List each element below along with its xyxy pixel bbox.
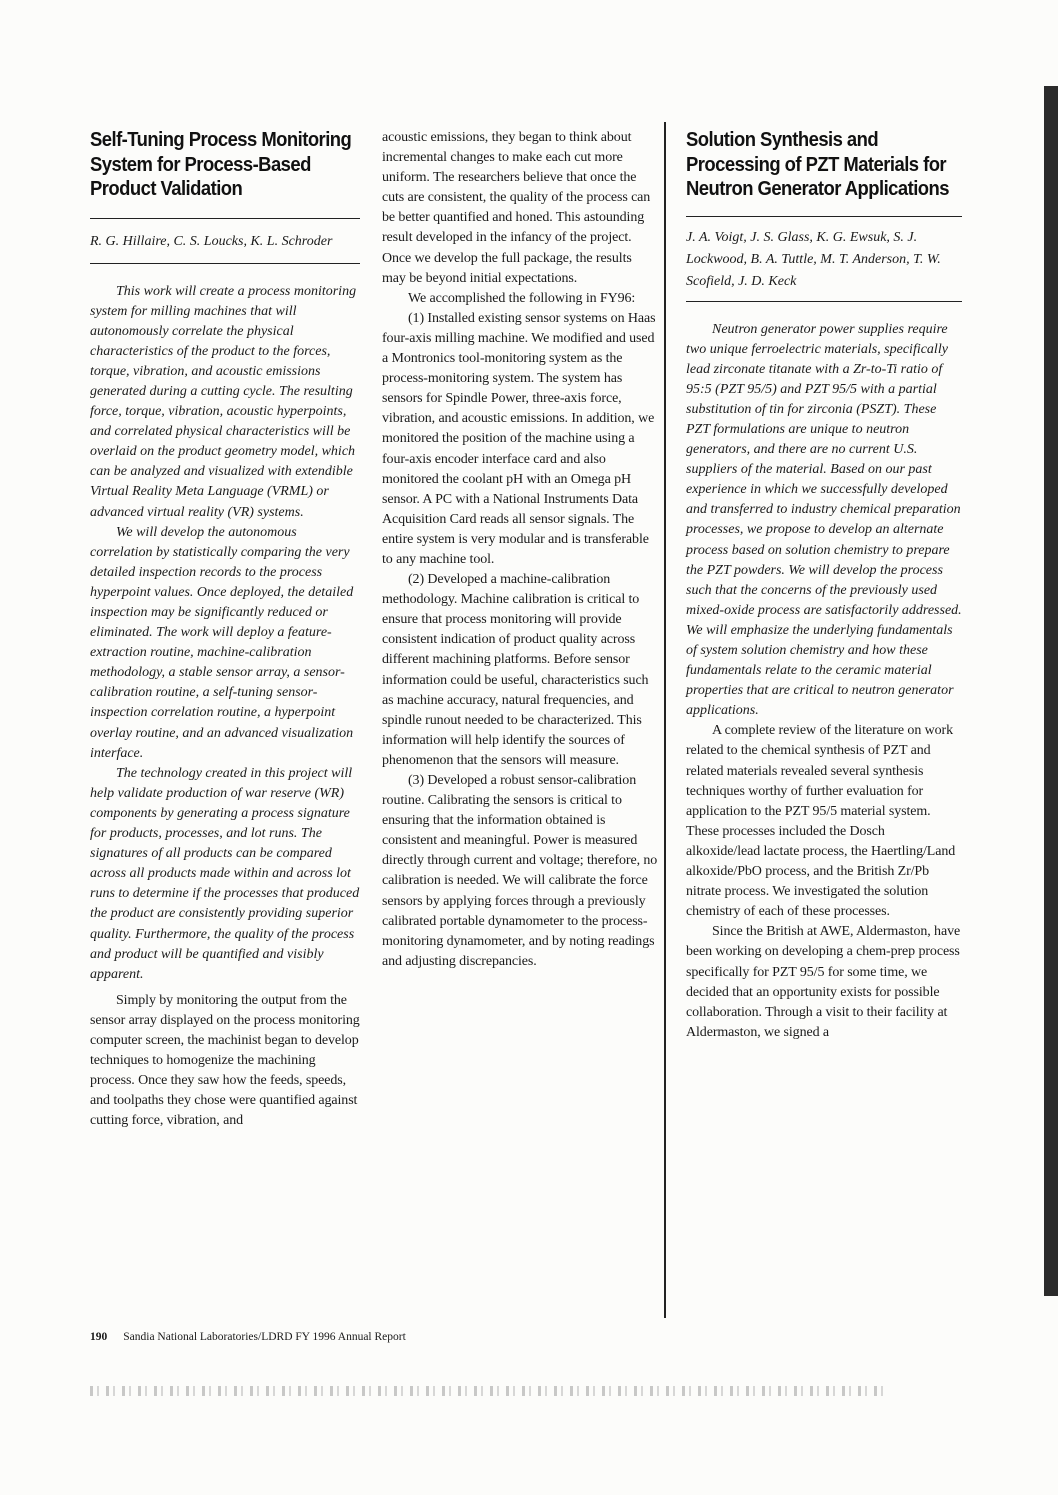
footer-text: Sandia National Laboratories/LDRD FY 1996 Annual Report xyxy=(123,1331,406,1343)
article-1-title: Self-Tuning Process Monitoring System for Process-Based Product Validation xyxy=(90,128,352,200)
body-paragraph: (2) Developed a machine-calibration methodology. Machine calibration is critical to ensure that process monitoring will provide consistent indication of product quality across different machining platforms. Before sensor information could be useful, characteristics such as machine accuracy, natural frequencies, and spindle runout needed to be characterized. This information will help identify the sources of phenomenon that the sensors will measure. xyxy=(382,572,649,768)
column-1 xyxy=(90,128,360,1131)
body-paragraph: We accomplished the following in FY96: xyxy=(408,290,636,306)
article-2-title: Solution Synthesis and Processing of PZT Materials for Neutron Generator Applications xyxy=(686,128,949,200)
title-rule xyxy=(686,216,962,217)
authors-rule xyxy=(90,263,360,264)
column-divider xyxy=(664,122,666,1318)
article-1-body xyxy=(90,991,360,1132)
article-2-body xyxy=(686,721,962,1043)
body-paragraph: acoustic emissions, they began to think about incremental changes to make each cut more uniform. The researchers believe that once the cuts are consistent, the quality of the process can be better quantified and honed. This astounding result developed in the infancy of the project. Once we develop the full package, the results may be beyond initial expectations. xyxy=(382,130,651,286)
article-2-authors: J. A. Voigt, J. S. Glass, K. G. Ewsuk, S. J. Lockwood, B. A. Tuttle, M. T. Anderson, T. W. Scofield, J. D. Keck xyxy=(686,229,941,289)
column-2 xyxy=(382,128,658,972)
article-2-abstract xyxy=(686,320,962,722)
column-3 xyxy=(686,128,962,1043)
abstract-paragraph: The technology created in this project will help validate production of war reserve (WR) components by generating a process signature for products, processes, and lot runs. The signatures of all products can be compared across all products made within and across lot runs to determine if the processes that produced the product are consistently providing superior quality. Furthermore, the quality of the process and product will be quantified and visibly apparent. xyxy=(90,765,360,982)
body-paragraph: (1) Installed existing sensor systems on Haas four-axis milling machine. We modified and used a Montronics tool-monitoring system as the process-monitoring system. The system has sensors for Spindle Power, three-axis force, vibration, and acoustic emissions. In addition, we monitored the position of the machine using a four-axis encoder interface card and also monitored the coolant pH with an Omega pH sensor. A PC with a National Instruments Data Acquisition Card reads all sensor signals. The entire system is very modular and is transferable to any machine tool. xyxy=(382,310,656,567)
title-rule xyxy=(90,218,360,219)
article-1-body-continued xyxy=(382,128,658,972)
authors-rule xyxy=(686,301,962,302)
scan-edge-bar xyxy=(1044,86,1058,1296)
body-paragraph: A complete review of the literature on work related to the chemical synthesis of PZT and related materials revealed several synthesis techniques worthy of further evaluation for application to the PZT 95/5 material system. These processes included the Dosch alkoxide/lead lactate process, the Haertling/Land alkoxide/PbO process, and the British Zr/Pb nitrate process. We investigated the solution chemistry of each of these processes. xyxy=(686,723,956,920)
abstract-paragraph: Neutron generator power supplies require two unique ferroelectric materials, specifically lead zirconate titanate with a Zr-to-Ti ratio of 95:5 (PZT 95/5) and PZT 95/5 with a partial substitution of tin for zirconia (PSZT). These PZT formulations are unique to neutron generators, and there are no current U.S. suppliers of the material. Based on our past experience in which we successfully developed and transferred to industry chemical preparation processes, we propose to develop an alternate process based on solution chemistry to prepare the PZT powders. We will develop the process such that the concerns of the previously used mixed-oxide process are satisfactorily addressed. We will emphasize the underlying fundamentals of system solution chemistry and how these fundamentals relate to the ceramic material properties that are critical to neutron generator applications. xyxy=(686,321,962,719)
body-paragraph: Simply by monitoring the output from the sensor array displayed on the process monitoring computer screen, the machinist began to develop techniques to homogenize the machining process. Once they saw how the feeds, speeds, and toolpaths they chose were quantified against cutting force, vibration, and xyxy=(90,992,360,1129)
body-paragraph: Since the British at AWE, Aldermaston, have been working on developing a chem-prep process specifically for PZT 95/5 for some time, we decided that an opportunity exists for possible collaboration. Through a visit to their facility at Aldermaston, we signed a xyxy=(686,924,961,1040)
page-footer xyxy=(90,1331,406,1343)
abstract-paragraph: We will develop the autonomous correlation by statistically comparing the very detailed inspection records to the process hyperpoint values. Once deployed, the detailed inspection may be significantly reduced or eliminated. The work will deploy a feature-extraction routine, machine-calibration methodology, a stable sensor array, a sensor-calibration routine, a self-tuning sensor-inspection correlation routine, a hyperpoint overlay routine, and an advanced visualization interface. xyxy=(90,524,354,761)
page-number: 190 xyxy=(90,1331,108,1343)
scan-artifact xyxy=(90,1386,890,1396)
body-paragraph: (3) Developed a robust sensor-calibration routine. Calibrating the sensors is critical to ensuring that the information obtained is consistent and meaningful. Power is measured directly through current and voltage; therefore, no calibration is needed. We will calibrate the force sensors by applying forces through a previously calibrated portable dynamometer to the process-monitoring dynamometer, and by noting readings and adjusting discrepancies. xyxy=(382,773,658,969)
abstract-paragraph: This work will create a process monitoring system for milling machines that will autonomously correlate the physical characteristics of the product to the forces, torque, vibration, and acoustic emissions generated during a cutting cycle. The resulting force, torque, vibration, acoustic hyperpoints, and correlated physical characteristics will be overlaid on the product geometry model, which can be analyzed and visualized with extendible Virtual Reality Meta Language (VRML) or advanced virtual reality (VR) systems. xyxy=(90,283,357,520)
article-1-abstract xyxy=(90,282,360,985)
article-1-authors: R. G. Hillaire, C. S. Loucks, K. L. Schroder xyxy=(90,233,333,249)
